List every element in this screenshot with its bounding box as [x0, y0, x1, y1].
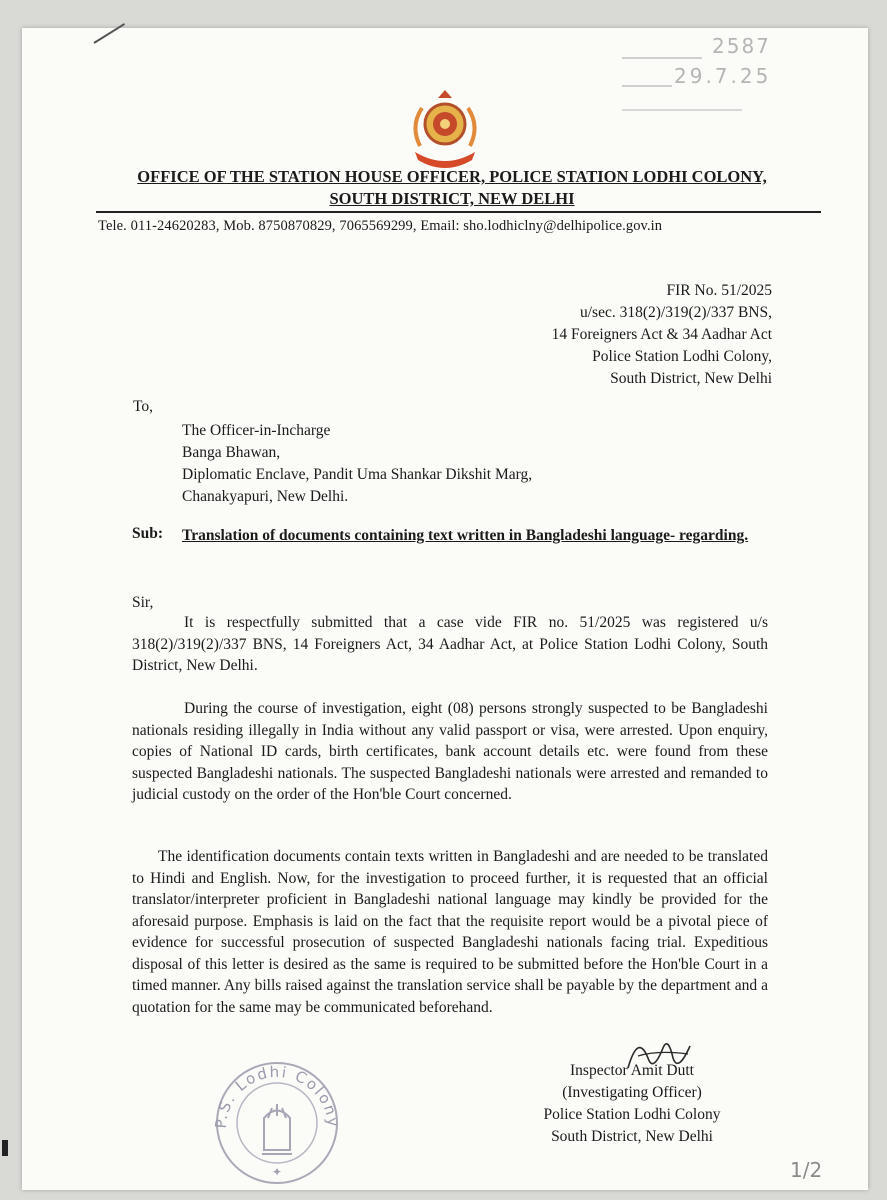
- letter-page: [22, 28, 868, 1190]
- office-header-line2: SOUTH DISTRICT, NEW DELHI: [329, 189, 575, 208]
- salutation: Sir,: [132, 594, 154, 611]
- svg-text:P.S. Lodhi Colony: [212, 1063, 342, 1129]
- contact-line: Tele. 011-24620283, Mob. 8750870829, 7065569299, Email: sho.lodhiclny@delhipolice.gov.in: [98, 218, 663, 234]
- paragraph-1: It is respectfully submitted that a case vide FIR no. 51/2025 was registered u/s 318(2)/319(2)/337 BNS, 14 Foreigners Act, 34 Aadhar Act, at Police Station Lodhi Colony, South District, New Delhi.: [132, 614, 768, 674]
- fir-acts: 14 Foreigners Act & 34 Aadhar Act: [551, 326, 772, 343]
- fir-reference-block: [492, 280, 772, 390]
- recipient-address: [182, 420, 532, 508]
- office-header: [82, 166, 822, 210]
- recipient-line2: Banga Bhawan,: [182, 444, 281, 461]
- fir-district: South District, New Delhi: [610, 370, 772, 387]
- svg-text:✦: ✦: [271, 1165, 283, 1179]
- fir-sections: u/sec. 318(2)/319(2)/337 BNS,: [579, 304, 772, 321]
- subject-text: Translation of documents containing text written in Bangladeshi language- regarding.: [182, 527, 749, 544]
- paragraph-2: During the course of investigation, eight (08) persons strongly suspected to be Bangladeshi nationals residing illegally in India without any valid passport or visa, were arrested. Upon enquiry, copies of National ID cards, birth certificates, bank account details etc. were found from these suspected Bangladeshi nationals. The suspected Bangladeshi nationals were arrested and remanded to judicial custody on the order of the Hon'ble Court concerned.: [132, 700, 768, 803]
- signatory-name: Inspector Amit Dutt: [570, 1062, 694, 1079]
- recipient-line3: Diplomatic Enclave, Pandit Uma Shankar Dikshit Marg,: [182, 466, 533, 483]
- receipt-number: 2587: [712, 34, 771, 58]
- paragraph-3: The identification documents contain texts written in Bangladeshi and are needed to be translated to Hindi and English. Now, for the investigation to proceed further, it is requested that an official translator/interpreter proficient in Bangladeshi national language may kindly be provided for the aforesaid purpose. Emphasis is laid on the fact that the requisite report would be a pivotal piece of evidence for successful prosecution of suspected Bangladeshi nationals facing trial. Expeditious disposal of this letter is desired as the same is required to be submitted before the Hon'ble Court in a timed manner. Any bills raised against the translation service shall be payable by the department and a quotation for the same may be communicated beforehand.: [132, 848, 768, 1016]
- seal-text: P.S. Lodhi Colony: [212, 1062, 342, 1130]
- corner-mark: [2, 1140, 8, 1156]
- header-divider: [96, 211, 821, 213]
- pencil-mark: [93, 23, 125, 44]
- signatory-station: Police Station Lodhi Colony: [543, 1106, 721, 1123]
- receipt-stamp: [612, 28, 842, 118]
- page-number: 1/2: [790, 1158, 823, 1182]
- fir-station: Police Station Lodhi Colony,: [592, 348, 772, 365]
- recipient-line1: The Officer-in-Incharge: [182, 422, 331, 439]
- subject-label: Sub:: [132, 525, 164, 542]
- signatory-district: South District, New Delhi: [551, 1128, 713, 1145]
- office-header-line1: OFFICE OF THE STATION HOUSE OFFICER, POLICE STATION LODHI COLONY,: [137, 167, 767, 186]
- receipt-date: 29.7.25: [674, 64, 772, 88]
- signatory-role: (Investigating Officer): [562, 1084, 702, 1101]
- to-label: To,: [133, 398, 154, 415]
- recipient-line4: Chanakyapuri, New Delhi.: [182, 488, 349, 505]
- delhi-police-emblem-icon: [390, 86, 500, 176]
- police-station-seal-icon: [212, 1058, 342, 1188]
- signature-block: [522, 1060, 742, 1148]
- fir-number: FIR No. 51/2025: [666, 282, 772, 299]
